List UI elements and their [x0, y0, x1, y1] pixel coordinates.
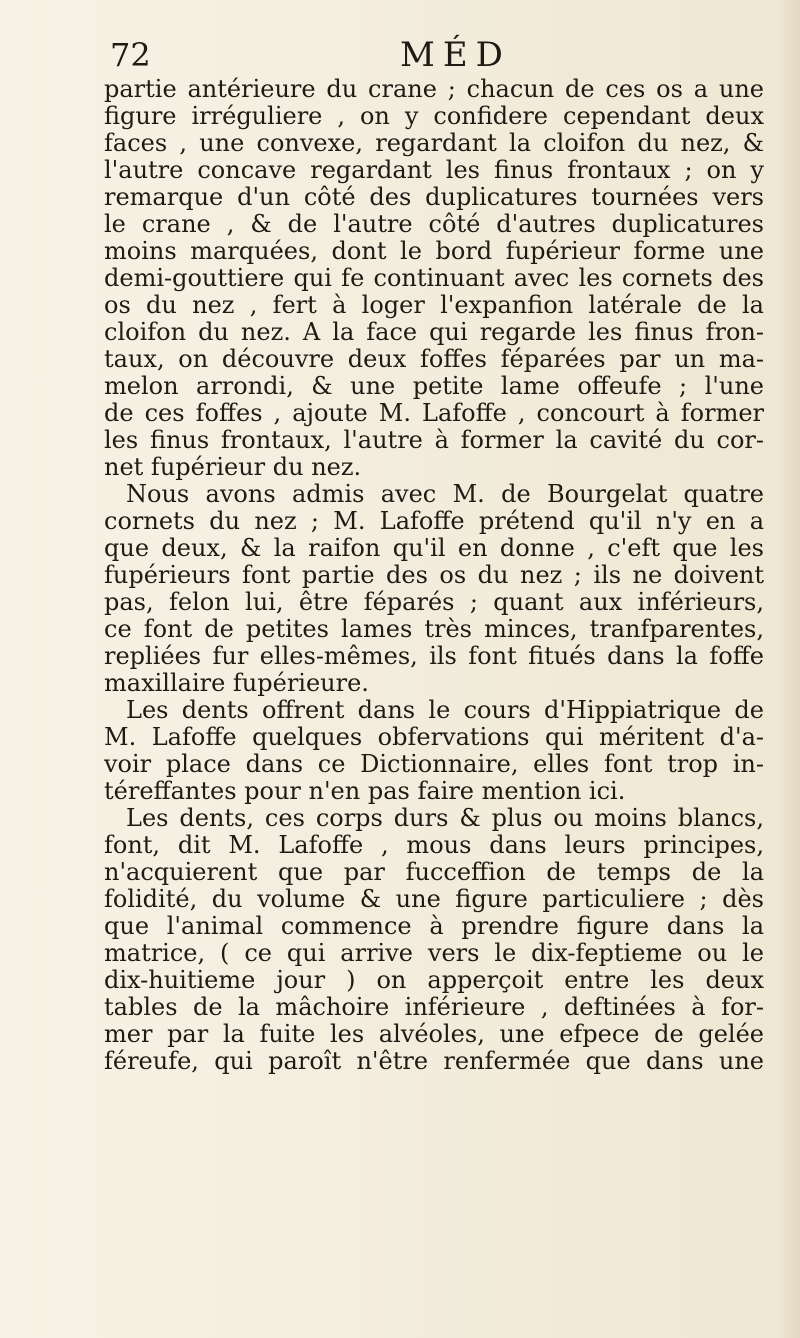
text-line: téreffantes pour n'en pas faire mention ici. — [104, 778, 626, 805]
text-line: maxillaire fupérieure. — [104, 670, 369, 697]
text-line: remarque d'un côté des duplicatures tournées vers — [104, 184, 764, 211]
text-line: cloifon du nez. A la face qui regarde les finus fron- — [104, 319, 764, 346]
text-line: que deux, & la raifon qu'il en donne , c'eft que les — [104, 535, 764, 562]
page-header — [104, 30, 764, 80]
text-line: tables de la mâchoire inférieure , deftinées à for- — [104, 994, 764, 1021]
text-line: demi-gouttiere qui fe continuant avec les cornets des — [104, 265, 764, 292]
text-line: partie antérieure du crane ; chacun de ces os a une — [104, 76, 764, 103]
text-line: Les dents offrent dans le cours d'Hippiatrique de — [126, 697, 764, 724]
text-line: os du nez , fert à loger l'expanfion latérale de la — [104, 292, 764, 319]
text-line: dix-huitieme jour ) on apperçoit entre les deux — [104, 967, 764, 994]
text-line: Nous avons admis avec M. de Bourgelat quatre — [126, 481, 764, 508]
text-line: ce font de petites lames très minces, tranfparentes, — [104, 616, 764, 643]
text-line: l'autre concave regardant les finus frontaux ; on y — [104, 157, 764, 184]
text-line: faces , une convexe, regardant la cloifon du nez, & — [104, 130, 764, 157]
text-line: melon arrondi, & une petite lame offeufe ; l'une — [104, 373, 764, 400]
text-line: M. Lafoffe quelques obfervations qui méritent d'a- — [104, 724, 764, 751]
text-line: font, dit M. Lafoffe , mous dans leurs principes, — [104, 832, 764, 859]
text-line: les finus frontaux, l'autre à former la cavité du cor- — [104, 427, 764, 454]
text-line: cornets du nez ; M. Lafoffe prétend qu'il n'y en a — [104, 508, 764, 535]
text-line: figure irréguliere , on y confidere cependant deux — [104, 103, 764, 130]
text-line: de ces foffes , ajoute M. Lafoffe , concourt à former — [104, 400, 764, 427]
text-line: fupérieurs font partie des os du nez ; ils ne doivent — [104, 562, 764, 589]
text-line: n'acquierent que par fucceffion de temps de la — [104, 859, 764, 886]
page-number: 72 — [110, 36, 151, 74]
text-line: que l'animal commence à prendre figure dans la — [104, 913, 764, 940]
body-text — [104, 76, 764, 1075]
text-line: moins marquées, dont le bord fupérieur forme une — [104, 238, 764, 265]
text-line: voir place dans ce Dictionnaire, elles font trop in- — [104, 751, 764, 778]
text-line: le crane , & de l'autre côté d'autres duplicatures — [104, 211, 764, 238]
text-line: Les dents, ces corps durs & plus ou moins blancs, — [126, 805, 764, 832]
text-line: repliées fur elles-mêmes, ils font fitués dans la foffe — [104, 643, 764, 670]
text-line: net fupérieur du nez. — [104, 454, 362, 481]
running-head: MÉD — [400, 35, 511, 75]
text-line: mer par la fuite les alvéoles, une efpece de gelée — [104, 1021, 764, 1048]
text-line: pas, felon lui, être féparés ; quant aux inférieurs, — [104, 589, 764, 616]
text-line: taux, on découvre deux foffes féparées par un ma- — [104, 346, 764, 373]
text-line: folidité, du volume & une figure particuliere ; dès — [104, 886, 764, 913]
text-line: féreufe, qui paroît n'être renfermée que dans une — [104, 1048, 764, 1075]
page-edge-shadow — [778, 0, 800, 1338]
text-line: matrice, ( ce qui arrive vers le dix-feptieme ou le — [104, 940, 764, 967]
